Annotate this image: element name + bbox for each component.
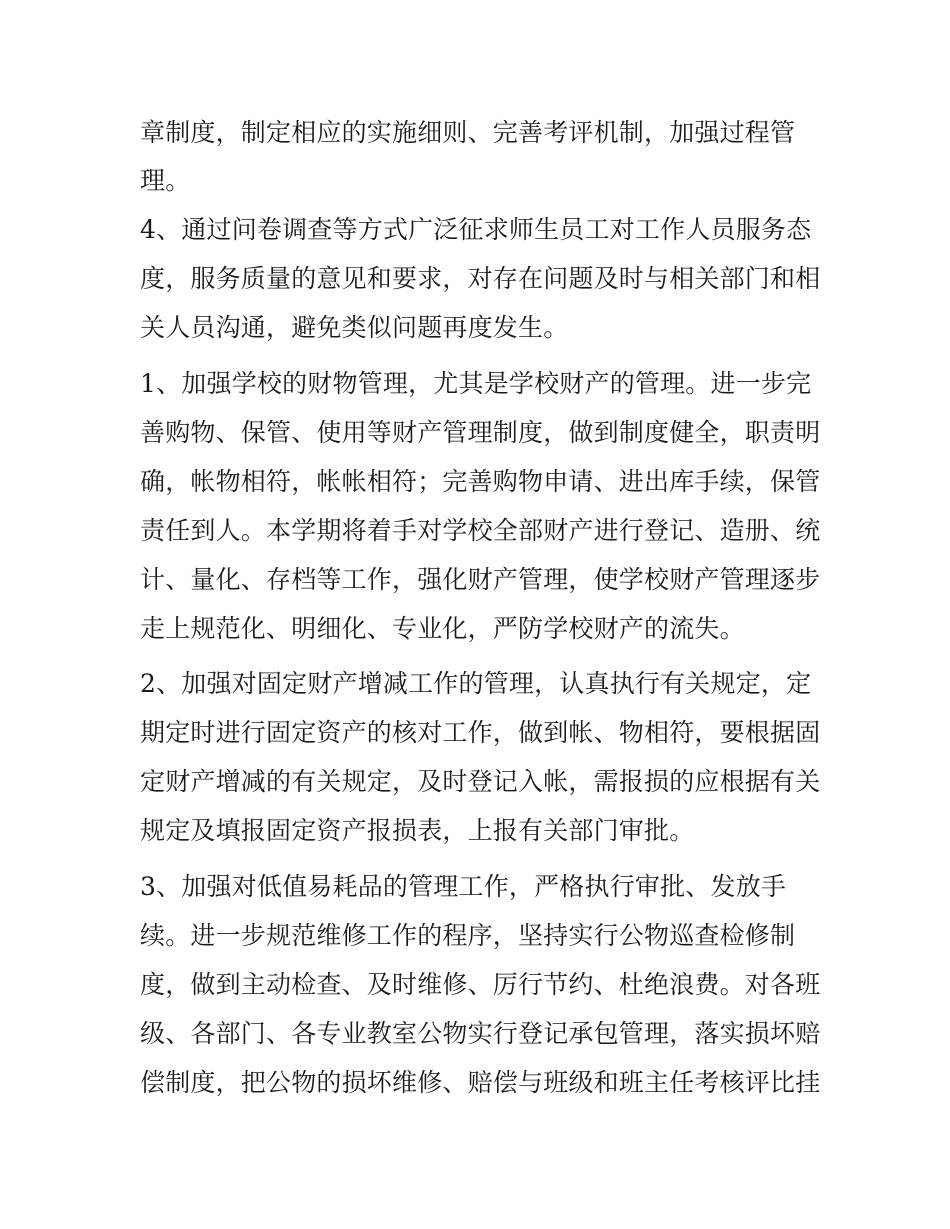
text-line: 2、加强对固定财产增减工作的管理，认真执行有关规定，定 <box>140 669 812 698</box>
text-line: 规定及填报固定资产报损表，上报有关部门审批。 <box>140 816 695 845</box>
text-line: 定财产增减的有关规定，及时登记入帐，需报损的应根据有关 <box>140 767 821 796</box>
text-line: 期定时进行固定资产的核对工作，做到帐、物相符，要根据固 <box>140 718 821 747</box>
text-line: 计、量化、存档等工作，强化财产管理，使学校财产管理逐步 <box>140 565 821 594</box>
text-line: 理。 <box>140 166 191 195</box>
text-line: 善购物、保管、使用等财产管理制度，做到制度健全，职责明 <box>140 418 821 447</box>
text-line: 4、通过问卷调查等方式广泛征求师生员工对工作人员服务态 <box>140 215 812 244</box>
text-line: 偿制度，把公物的损坏维修、赔偿与班级和班主任考核评比挂 <box>140 1068 821 1097</box>
text-line: 1、加强学校的财物管理，尤其是学校财产的管理。进一步完 <box>140 369 812 398</box>
text-line: 章制度，制定相应的实施细则、完善考评机制，加强过程管 <box>140 118 796 147</box>
text-line: 关人员沟通，避免类似问题再度发生。 <box>140 313 569 342</box>
text-line: 3、加强对低值易耗品的管理工作，严格执行审批、发放手 <box>140 872 787 901</box>
text-line: 续。进一步规范维修工作的程序，坚持实行公物巡查检修制 <box>140 921 796 950</box>
text-line: 度，做到主动检查、及时维修、厉行节约、杜绝浪费。对各班 <box>140 970 821 999</box>
text-line: 级、各部门、各专业教室公物实行登记承包管理，落实损坏赔 <box>140 1019 821 1048</box>
text-line: 度，服务质量的意见和要求，对存在问题及时与相关部门和相 <box>140 264 821 293</box>
text-line: 责任到人。本学期将着手对学校全部财产进行登记、造册、统 <box>140 516 821 545</box>
text-line: 走上规范化、明细化、专业化，严防学校财产的流失。 <box>140 614 745 643</box>
text-line: 确，帐物相符，帐帐相符；完善购物申请、进出库手续，保管 <box>140 467 821 496</box>
